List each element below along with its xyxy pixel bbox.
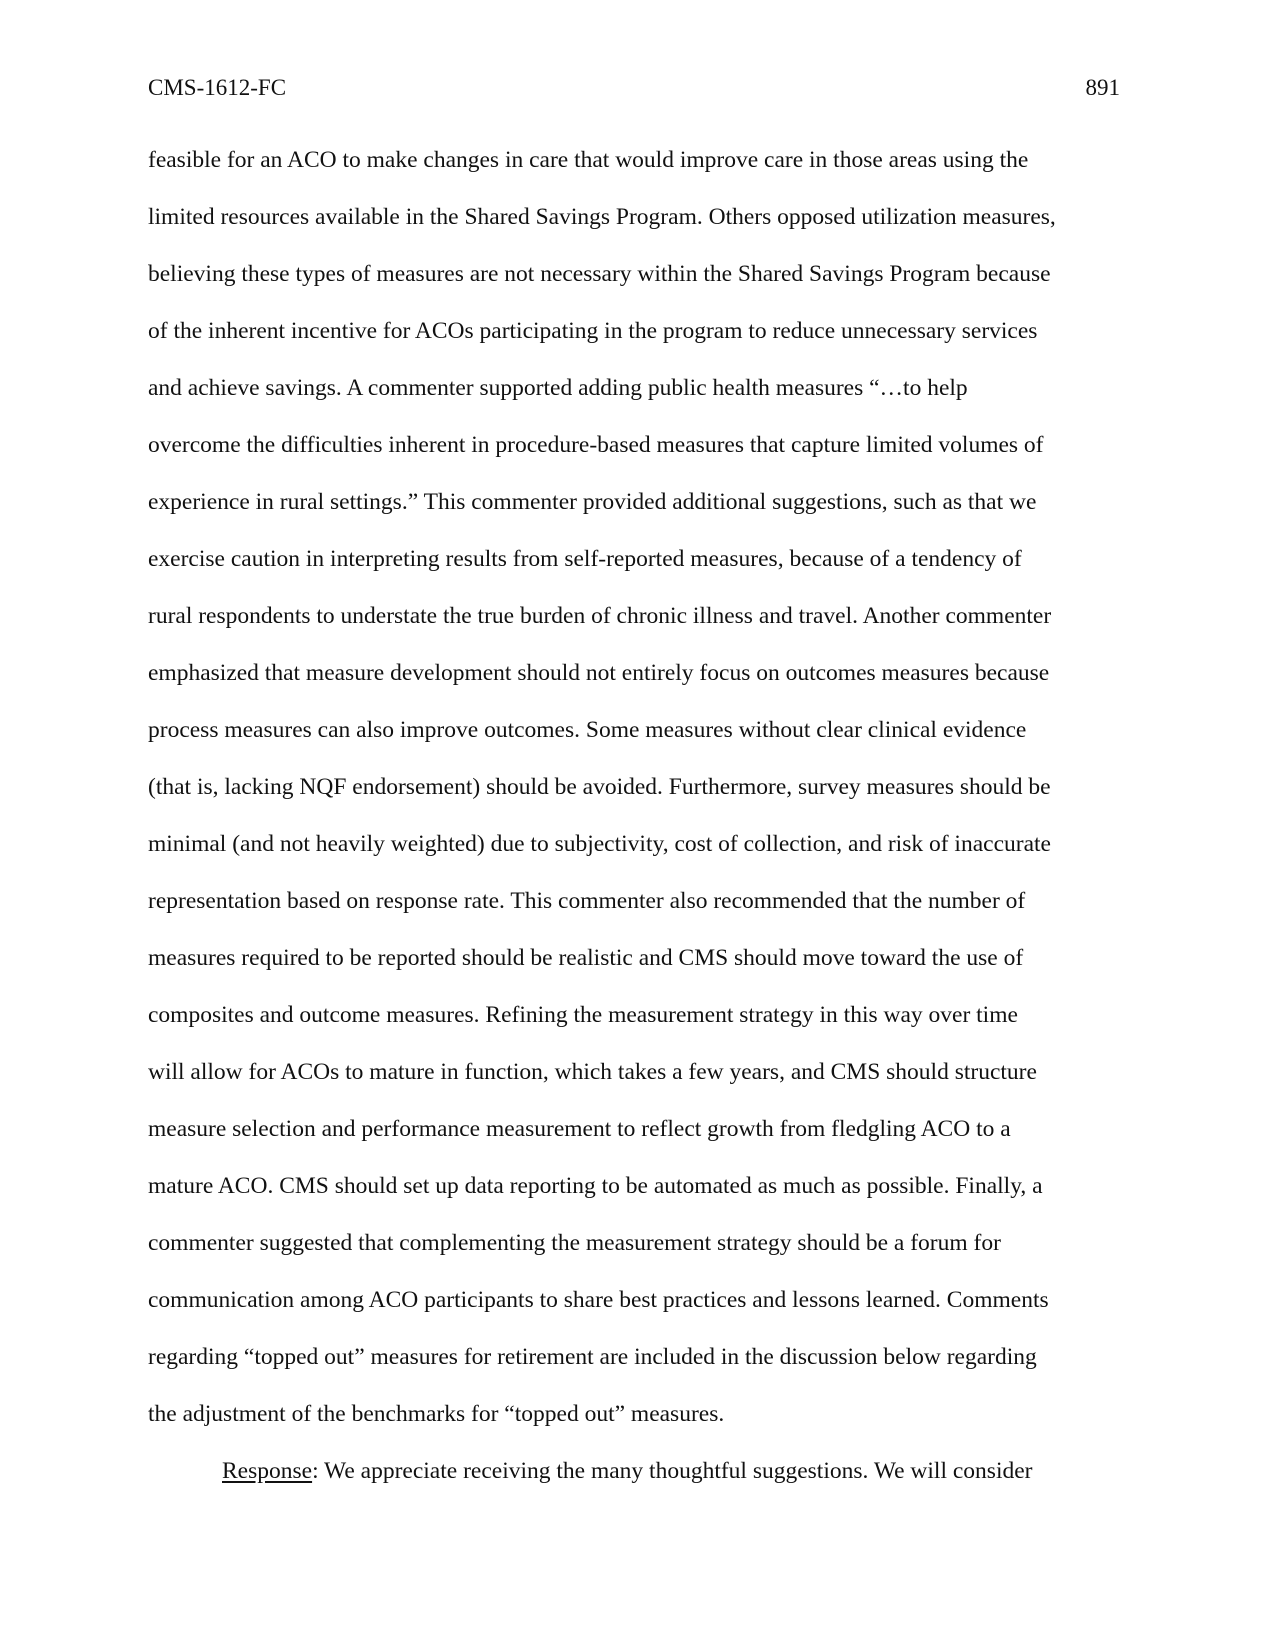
text-line: feasible for an ACO to make changes in care that would improve care in those areas using the xyxy=(148,147,1029,173)
text-line: the adjustment of the benchmarks for “topped out” measures. xyxy=(148,1401,725,1427)
text-line: will allow for ACOs to mature in function, which takes a few years, and CMS should structure xyxy=(148,1059,1037,1085)
text-line: of the inherent incentive for ACOs participating in the program to reduce unnecessary services xyxy=(148,318,1038,344)
document-id: CMS-1612-FC xyxy=(148,75,287,100)
text-line: composites and outcome measures. Refining the measurement strategy in this way over time xyxy=(148,1002,1018,1028)
text-line: minimal (and not heavily weighted) due to subjectivity, cost of collection, and risk of inaccurate xyxy=(148,831,1051,857)
response-paragraph xyxy=(148,1455,1128,1512)
text-line: measure selection and performance measurement to reflect growth from fledgling ACO to a xyxy=(148,1116,1011,1142)
text-line: regarding “topped out” measures for retirement are included in the discussion below regarding xyxy=(148,1344,1037,1370)
text-line: process measures can also improve outcomes. Some measures without clear clinical evidence xyxy=(148,717,1027,743)
text-line: commenter suggested that complementing the measurement strategy should be a forum for xyxy=(148,1230,1001,1256)
response-label: Response xyxy=(222,1458,313,1484)
text-line: experience in rural settings.” This commenter provided additional suggestions, such as that we xyxy=(148,489,1037,515)
text-line: rural respondents to understate the true burden of chronic illness and travel. Another commenter xyxy=(148,603,1052,629)
text-line: mature ACO. CMS should set up data reporting to be automated as much as possible. Finally, a xyxy=(148,1173,1043,1199)
page-number: 891 xyxy=(1085,75,1120,100)
text-line: (that is, lacking NQF endorsement) should be avoided. Furthermore, survey measures should be xyxy=(148,774,1051,800)
response-text: : We appreciate receiving the many thoughtful suggestions. We will consider xyxy=(312,1458,1033,1484)
text-line: overcome the difficulties inherent in procedure-based measures that capture limited volumes of xyxy=(148,432,1044,458)
text-line: exercise caution in interpreting results from self-reported measures, because of a tendency of xyxy=(148,546,1022,572)
body-text xyxy=(148,144,1128,1512)
text-line: measures required to be reported should be realistic and CMS should move toward the use of xyxy=(148,945,1024,971)
text-line: emphasized that measure development should not entirely focus on outcomes measures because xyxy=(148,660,1050,686)
text-line: and achieve savings. A commenter supported adding public health measures “…to help xyxy=(148,375,968,401)
text-line: believing these types of measures are not necessary within the Shared Savings Program because xyxy=(148,261,1051,287)
text-line: limited resources available in the Shared Savings Program. Others opposed utilization measures, xyxy=(148,204,1056,230)
text-line: communication among ACO participants to share best practices and lessons learned. Comments xyxy=(148,1287,1049,1313)
page-header xyxy=(148,72,1120,104)
text-line: representation based on response rate. This commenter also recommended that the number of xyxy=(148,888,1026,914)
